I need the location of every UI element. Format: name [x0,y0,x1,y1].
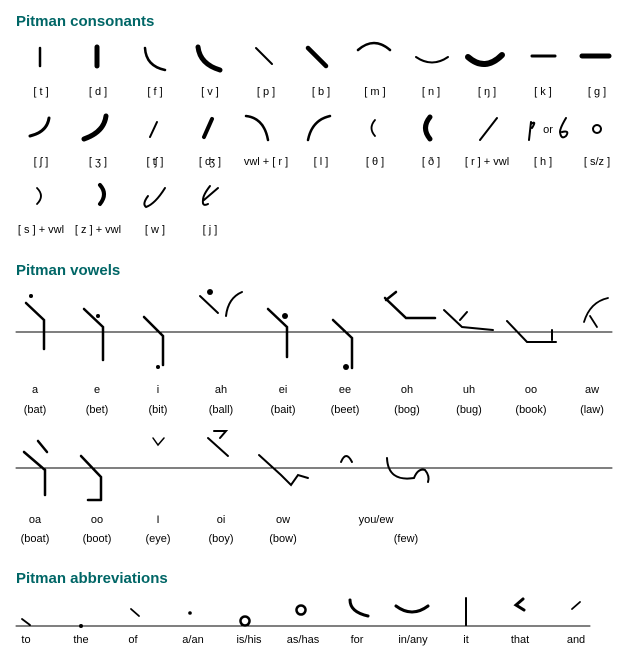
consonant-label: [ h ] [533,156,553,168]
h-or-text: or [543,124,553,136]
vowel-name: aw [584,384,600,396]
vowel-name: uh [462,384,476,396]
consonant-label: [ s ] + vwl [17,224,65,236]
vowel-example: (bog) [394,404,420,416]
stroke-zh [84,116,106,139]
stroke-v [198,47,220,70]
vowel-example: (bug) [456,404,482,416]
vowel-name: a [31,384,39,396]
stroke-h2 [560,118,567,137]
vowel-example: (law) [580,404,604,416]
abbreviation-word: that [510,634,530,646]
consonant-label: [ b ] [311,86,331,98]
vowel-example: (bet) [85,404,109,416]
abbreviation-word: for [350,634,364,646]
vowel-name: I [156,514,160,526]
stroke-w [144,188,165,207]
consonant-label: [ l ] [313,156,329,168]
vowel-name: ee [338,384,352,396]
stroke-vwl-r [246,116,268,140]
stroke-s-z [593,125,601,133]
consonant-label: [ z ] + vwl [74,224,122,236]
consonant-label: [ ʤ ] [198,156,222,168]
stroke-s-vwl [37,188,41,204]
abbreviation-word: of [128,634,138,646]
consonant-label: [ r ] + vwl [464,156,510,168]
consonant-label: [ w ] [144,224,166,236]
consonant-label: [ ð ] [421,156,441,168]
consonant-label: [ p ] [256,86,276,98]
abbreviation-word: it [463,634,469,646]
abbreviation-word: a/an [182,634,204,646]
abbreviation-word: to [21,634,31,646]
consonant-label: [ ŋ ] [477,86,497,98]
consonant-label: [ s/z ] [583,156,611,168]
stroke-r-vwl [480,118,497,140]
stroke-ng [468,55,502,64]
consonant-label: [ n ] [421,86,441,98]
stroke-dh [426,117,431,139]
consonant-label: [ f ] [147,86,163,98]
vowel-name: oo [524,384,538,396]
abbreviation-word: and [566,634,586,646]
stroke-j [203,186,218,205]
vowel-name: you/ew [358,514,394,526]
abbreviations-heading: Pitman abbreviations [16,570,168,587]
vowel-example: (bat) [23,404,47,416]
consonant-label: [ θ ] [365,156,385,168]
stroke-f [145,48,165,70]
consonant-label: [ ʧ ] [146,156,164,168]
vowel-name: ah [214,384,228,396]
consonant-label: [ g ] [587,86,607,98]
vowel-example: (ball) [208,404,234,416]
stroke-z-vwl [100,185,104,204]
stroke-n [416,57,448,63]
stroke-sh [30,118,49,136]
vowel-name: oi [216,514,226,526]
stroke-p [256,48,272,64]
consonant-label: [ k ] [534,86,552,98]
vowel-example: (bit) [148,404,168,416]
vowel-example: (boat) [20,533,50,545]
consonant-label: [ d ] [88,86,108,98]
consonant-label: [ t ] [33,86,49,98]
consonant-label: [ j ] [202,224,218,236]
vowel-example: (eye) [145,533,171,545]
vowel-example: (boy) [208,533,234,545]
vowel-example: (bait) [270,404,296,416]
consonant-label: [ v ] [201,86,219,98]
abbreviation-word: is/his [236,634,262,646]
vowel-example: (book) [515,404,547,416]
abbreviation-word: as/has [286,634,320,646]
vowel-example: (beet) [330,404,360,416]
vowel-name: oo [90,514,104,526]
vowel-name: i [156,384,160,396]
stroke-h1 [529,122,534,140]
stroke-th [372,120,376,136]
vowel-example: (boot) [82,533,112,545]
vowel-name: oa [28,514,42,526]
consonants-heading: Pitman consonants [16,13,155,30]
stroke-b [308,48,326,66]
vowel-name: e [93,384,101,396]
stroke-dzh [204,119,212,137]
vowel-example: (bow) [269,533,297,545]
abbreviation-word: the [73,634,89,646]
vowel-name: oh [400,384,414,396]
stroke-m [358,43,390,50]
vowels-heading: Pitman vowels [16,262,121,279]
stroke-l [308,116,330,140]
consonant-label: vwl + [ r ] [243,156,289,168]
stroke-ch [150,122,157,137]
vowel-example: (few) [393,533,419,545]
consonant-label: [ m ] [364,86,386,98]
consonant-label: [ ʃ ] [33,156,49,168]
abbreviation-word: in/any [398,634,428,646]
vowel-name: ow [275,514,291,526]
vowel-name: ei [278,384,288,396]
consonant-label: [ ʒ ] [88,156,108,168]
